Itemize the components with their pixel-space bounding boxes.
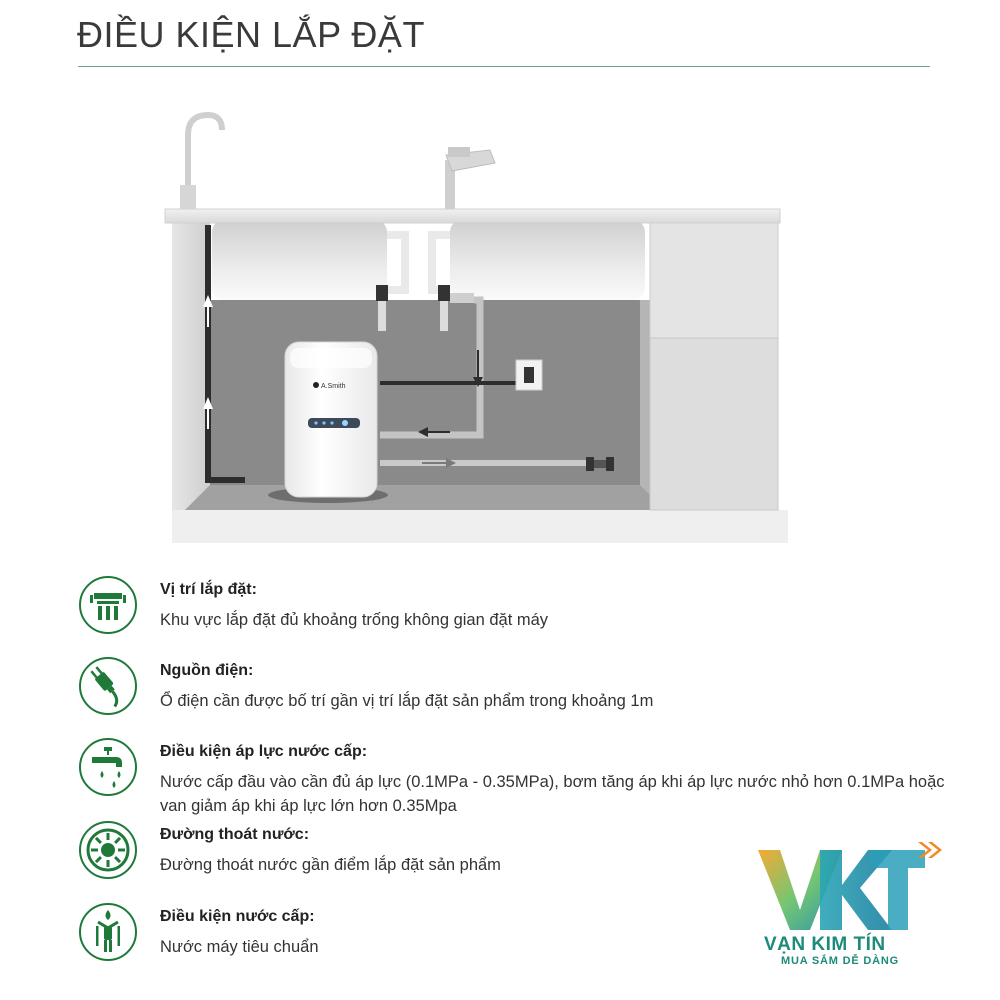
- valve-left: [376, 285, 388, 301]
- right-door-bottom: [650, 338, 778, 510]
- item-title: Đường thoát nước:: [160, 826, 310, 843]
- item-description: Ổ điện cần được bố trí gần vị trí lắp đặt sản phẩm trong khoảng 1m: [160, 692, 654, 710]
- item-title: Điều kiện nước cấp:: [160, 908, 315, 925]
- item-description: Nước cấp đầu vào cần đủ áp lực (0.1MPa - 0.35MPa), bơm tăng áp khi áp lực nước nhỏ hơn 0.1MPa hoặc van giảm áp khi áp lực lớn hơn 0.35Mpa: [160, 773, 945, 815]
- installation-diagram: [150, 105, 800, 545]
- power-plug-icon: [78, 656, 138, 716]
- cabinet-floor: [185, 485, 665, 510]
- water-tap-icon: [78, 737, 138, 797]
- cabinet-back-wall: [205, 300, 650, 510]
- valve-right: [438, 285, 450, 301]
- right-door-top: [650, 220, 778, 338]
- logo-tagline: MUA SẮM DỄ DÀNG: [781, 955, 899, 967]
- cabinet-right-wall: [640, 300, 650, 510]
- item-description: Đường thoát nước gần điểm lắp đặt sản phẩm: [160, 856, 501, 874]
- purifier-brand-label: A.Smith: [321, 383, 346, 390]
- page-title: ĐIỀU KIỆN LẮP ĐẶT: [77, 14, 425, 55]
- title-divider: [78, 66, 930, 67]
- sink-bowl-right: [450, 220, 645, 300]
- countertop: [165, 209, 780, 223]
- sink-bowl-left: [212, 220, 387, 300]
- item-title: Điều kiện áp lực nước cấp:: [160, 743, 368, 760]
- cabinet-left-wall: [172, 220, 210, 510]
- cabinet-icon: [78, 575, 138, 635]
- item-description: Khu vực lắp đặt đủ khoảng trống không gian đặt máy: [160, 611, 549, 629]
- water-purifier-unit: [285, 342, 377, 497]
- item-description: Nước máy tiêu chuẩn: [160, 938, 319, 956]
- water-person-icon: [78, 902, 138, 962]
- sink-drain-pipe: [387, 235, 405, 290]
- cabinet-bottom: [172, 510, 788, 543]
- logo-brand-name: VẠN KIM TÍN: [764, 934, 886, 955]
- drain-icon: [78, 820, 138, 880]
- item-title: Nguồn điện:: [160, 662, 254, 679]
- item-title: Vị trí lắp đặt:: [160, 581, 257, 598]
